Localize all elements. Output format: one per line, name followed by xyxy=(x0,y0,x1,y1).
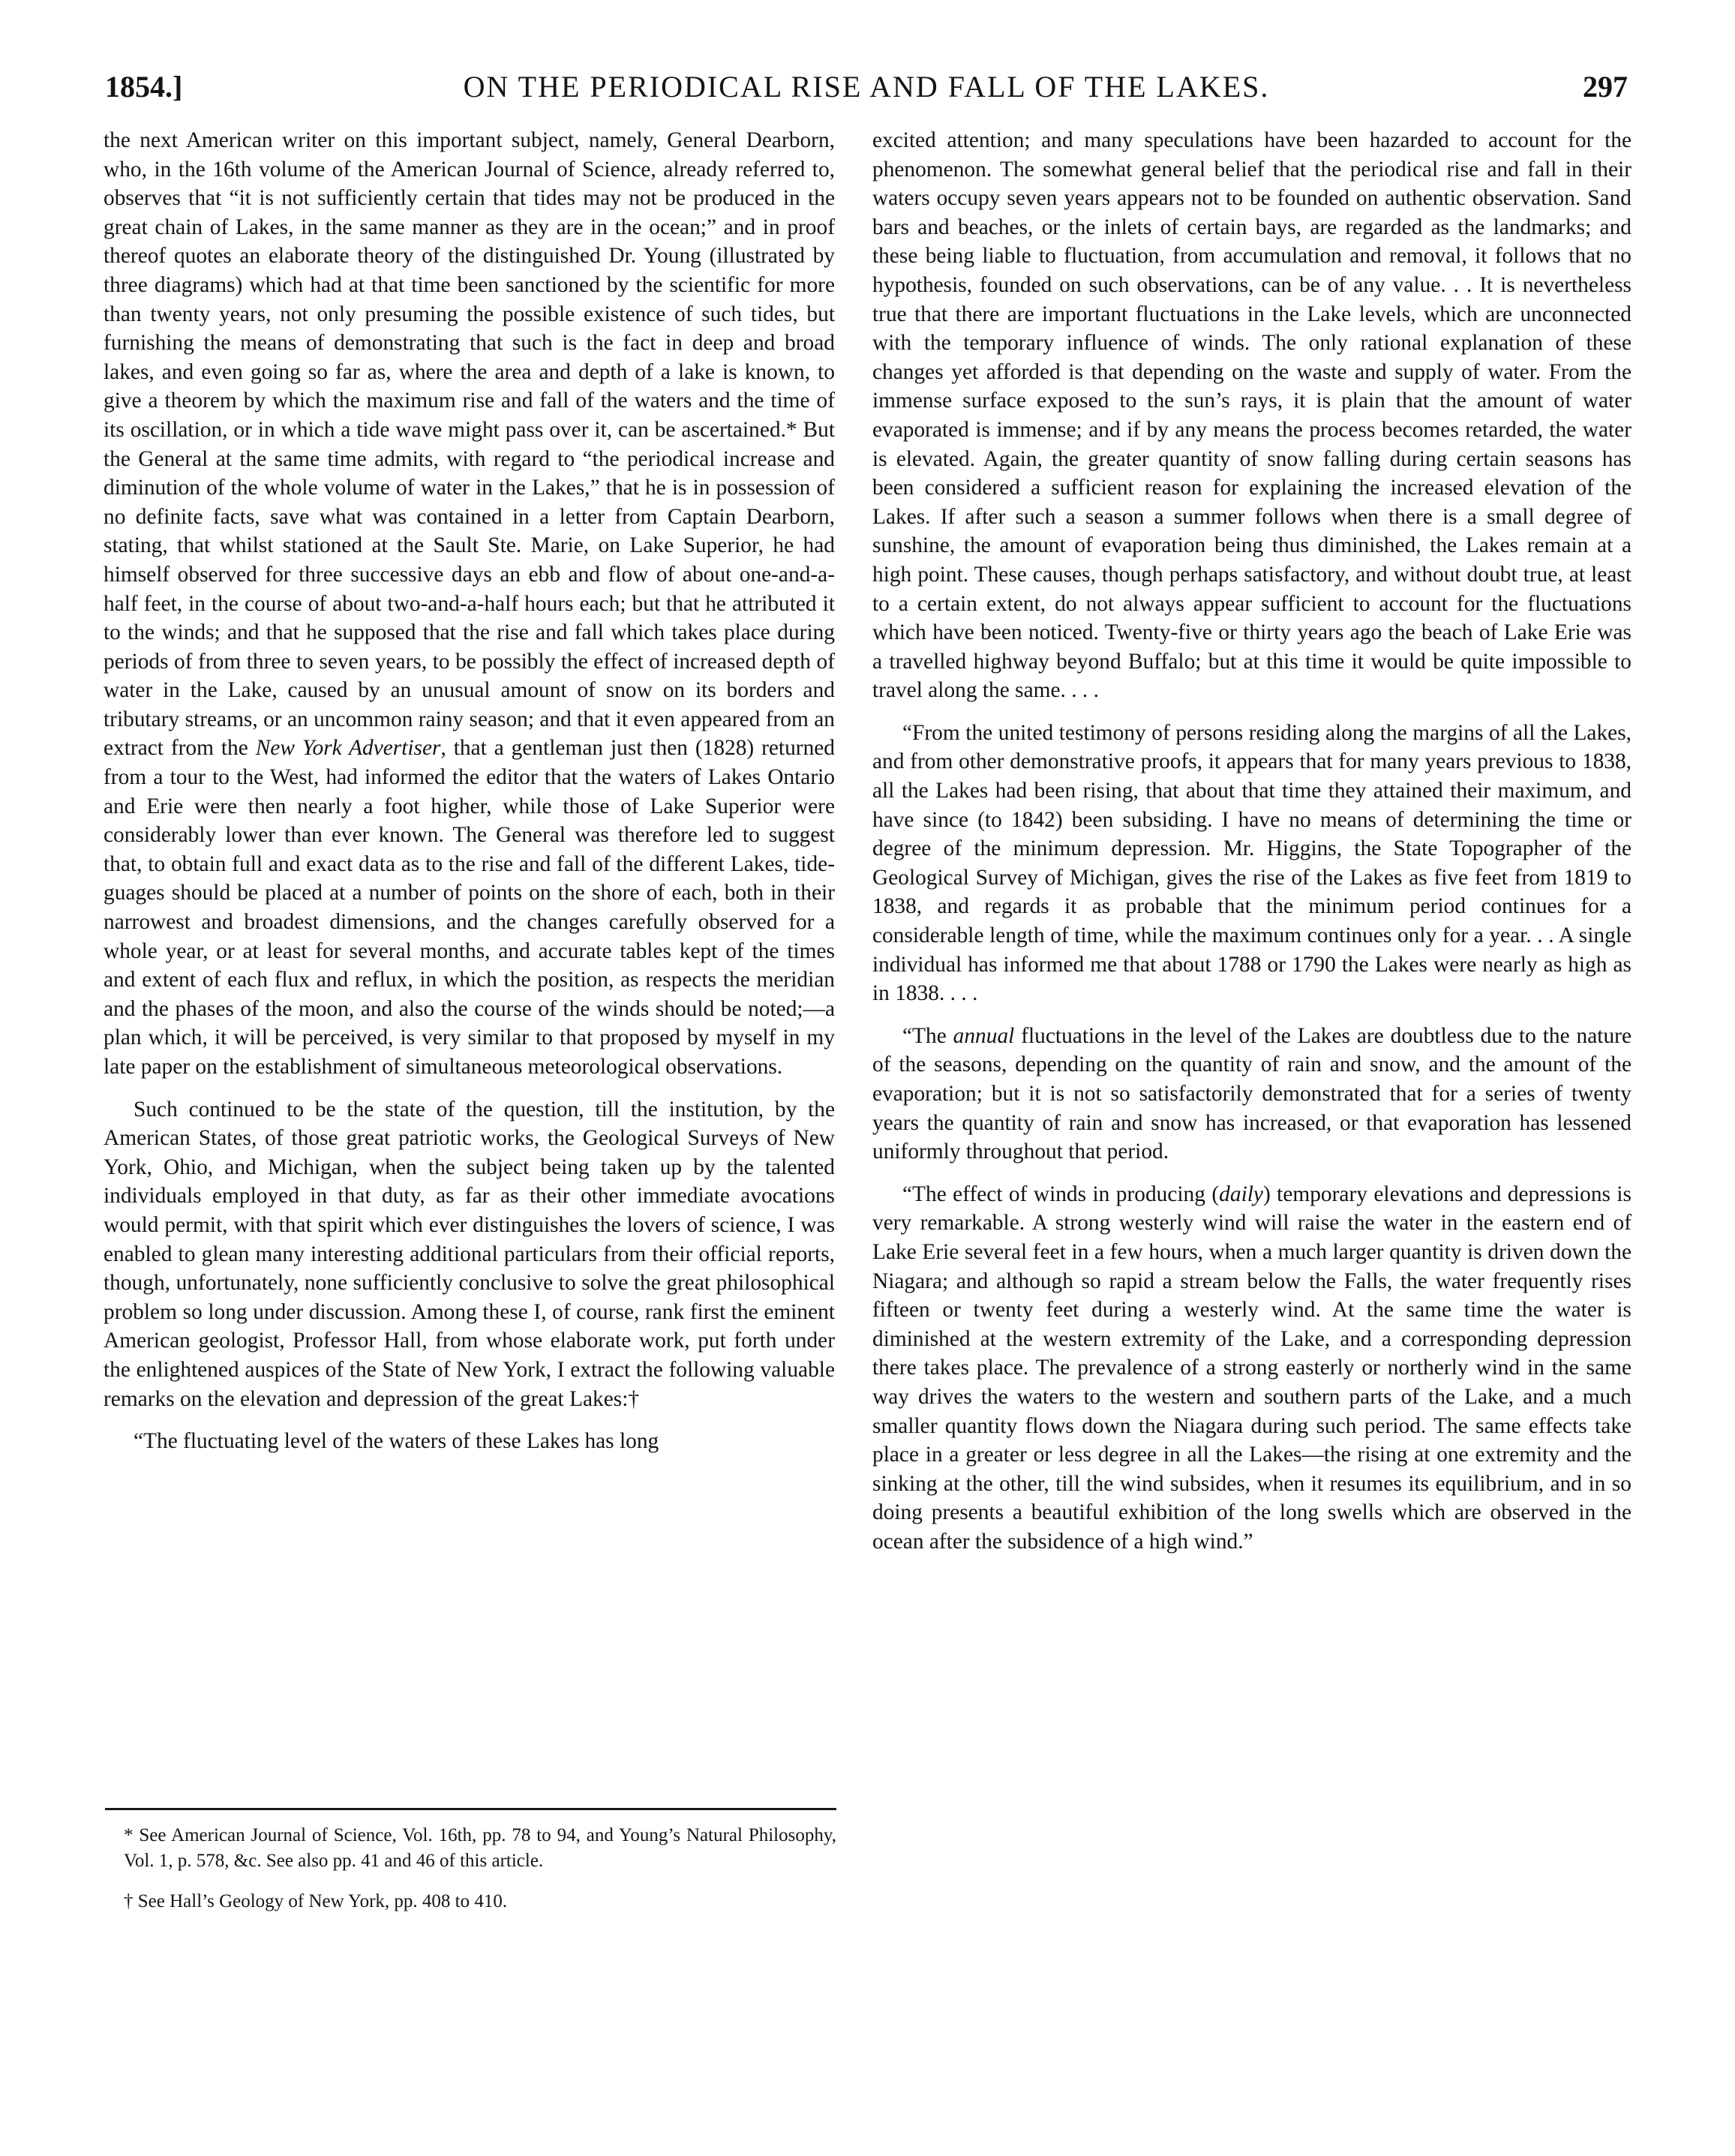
header-title: ON THE PERIODICAL RISE AND FALL OF THE LAKES. xyxy=(463,70,1270,104)
header-year: 1854.] xyxy=(105,70,183,104)
page-number: 297 xyxy=(1583,70,1628,104)
left-p1-italic: New York Advertiser xyxy=(255,736,441,761)
right-paragraph-3 xyxy=(872,1022,1631,1167)
right-p4-rest: ) temporary elevations and depressions is very remarkable. A strong westerly wind will raise the water in the eastern end of Lake Erie several feet in a few hours, when a much larger quantity is driven down the Niagara; and although so rapid a stream below the Falls, the water frequently rises fifteen or twenty feet during a westerly wind. At the same time the water is diminished at the western extremity of the Lake, and a corresponding depression there takes place. The prevalence of a strong easterly or northerly wind in the same way drives the waters to the western and southern parts of the Lake, and a much smaller quantity flows down the Niagara during such period. The same effects take place in a greater or less degree in all the Lakes—the rising at one extremity and the sinking at the other, till the wind subsides, when it resumes its equilibrium, and in so doing presents a beautiful exhibition of the long swells which are observed in the ocean after the subsidence of a high wind.” xyxy=(872,1182,1631,1554)
left-paragraph-1 xyxy=(104,126,835,1082)
right-paragraph-4 xyxy=(872,1180,1631,1557)
left-p1-text: the next American writer on this important subject, namely, General Dearborn, who, in the 16th volume of the American Journal of Science, already referred to, observes that “it is not sufficiently certain that tides may not be produced in the great chain of Lakes, in the same manner as they are in the ocean;” and in proof thereof quotes an elaborate theory of the distinguished Dr. Young (illustrated by three diagrams) which had at that time been sanctioned by the scientific for more than twenty years, not only presuming the possible existence of such tides, but furnishing the means of demonstrating that such is the fact in deep and broad lakes, and even going so far as, where the area and depth of a lake is known, to give a theorem by which the maximum rise and fall of the waters and the time of its oscillation, or in which a tide wave might pass over it, can be ascertained.* But the General at the same time admits, with regard to “the periodical increase and diminution of the whole volume of water in the Lakes,” that he is in possession of no definite facts, save what was contained in a letter from Captain Dearborn, stating, that whilst stationed at the Sault Ste. Marie, on Lake Superior, he had himself observed for three successive days an ebb and flow of about one-and-a-half feet, in the course of about two-and-a-half hours each; but that he attributed it to the winds; and that he supposed that the rise and fall which takes place during periods of from three to seven years, to be possibly the effect of increased depth of water in the Lake, caused by an unusual amount of snow on its borders and tributary streams, or an uncommon rainy season; and that it even appeared from an extract from the xyxy=(104,128,835,761)
right-p3-start: “The xyxy=(902,1023,953,1048)
right-column xyxy=(872,126,1631,1557)
right-p3-italic: annual xyxy=(953,1023,1015,1048)
right-p3-rest: fluctuations in the level of the Lakes are doubtless due to the nature of the seasons, depending on the quantity of rain and snow, and the amount of the evaporation; but it is not so satisfactorily demonstrated that for a series of twenty years the quantity of rain and snow has increased, or that evaporation has lessened uniformly throughout that period. xyxy=(872,1023,1631,1164)
left-p1-rest: , that a gentleman just then (1828) returned from a tour to the West, had informed the editor that the waters of Lakes Ontario and Erie were then nearly a foot higher, while those of Lake Superior were considerably lower than ever known. The General was therefore led to suggest that, to obtain full and exact data as to the rise and fall of the different Lakes, tide-guages should be placed at a number of points on the shore of each, both in their narrowest and broadest dimensions, and the changes carefully observed for a whole year, or at least for several months, and accurate tables kept of the times and extent of each flux and reflux, in which the position, as respects the meridian and the phases of the moon, and also the course of the winds should be noted;—a plan which, it will be perceived, is very similar to that proposed by myself in my late paper on the establishment of simultaneous meteorological observations. xyxy=(104,736,836,1079)
footnotes xyxy=(124,1823,836,1929)
left-column xyxy=(104,126,835,1456)
footnote-2: † See Hall’s Geology of New York, pp. 408 to 410. xyxy=(124,1891,508,1911)
right-p4-start: “The effect of winds in producing ( xyxy=(902,1182,1220,1206)
right-p4-italic: daily xyxy=(1219,1182,1263,1206)
footnote-1: * See American Journal of Science, Vol. 16th, pp. 78 to 94, and Young’s Natural Philosophy, Vol. 1, p. 578, &c. See also pp. 41 and 46 of this article. xyxy=(124,1825,836,1871)
left-paragraph-3: “The fluctuating level of the waters of these Lakes has long xyxy=(134,1429,659,1454)
left-paragraph-2: Such continued to be the state of the question, till the institution, by the American States, of those great patriotic works, the Geological Surveys of New York, Ohio, and Michigan, when the subject being taken up by the talented individuals employed in that duty, as far as their other immediate avocations would permit, with that spirit which ever distinguishes the lovers of science, I was enabled to glean many interesting additional particulars from their official reports, though, unfortunately, none sufficiently conclusive to solve the great philosophical problem so long under discussion. Among these I, of course, rank first the eminent American geologist, Professor Hall, from whose elaborate work, put forth under the enlightened auspices of the State of New York, I extract the following valuable remarks on the elevation and depression of the great Lakes:† xyxy=(104,1097,835,1411)
footnote-rule xyxy=(105,1808,836,1810)
running-head xyxy=(105,69,1628,122)
right-paragraph-1: excited attention; and many speculations have been hazarded to account for the phenomenon. The somewhat general belief that the periodical rise and fall in their waters occupy seven years appears not to be founded on authentic observation. Sand bars and beaches, or the inlets of certain bays, are regarded as the landmarks; and these being liable to fluctuation, from accumulation and removal, it follows that no hypothesis, founded on such observations, can be of any value. . . It is nevertheless true that there are important fluctuations in the Lake levels, which are unconnected with the temporary influence of winds. The only rational explanation of these changes yet afforded is that depending on the waste and supply of water. From the immense surface exposed to the sun’s rays, it is plain that the amount of water evaporated is immense; and if by any means the process becomes retarded, the water is elevated. Again, the greater quantity of snow falling during certain seasons has been considered a sufficient reason for explaining the increased elevation of the Lakes. If after such a season a summer follows when there is a small degree of sunshine, the amount of evaporation being thus diminished, the Lakes remain at a high point. These causes, though perhaps satisfactory, and without doubt true, at least to a certain extent, do not always appear sufficient to account for the fluctuations which have been noticed. Twenty-five or thirty years ago the beach of Lake Erie was a travelled highway beyond Buffalo; but at this time it would be quite impossible to travel along the same. . . . xyxy=(872,128,1631,703)
right-paragraph-2: “From the united testimony of persons residing along the margins of all the Lakes, and from other demonstrative proofs, it appears that for many years previous to 1838, all the Lakes had been rising, that about that time they attained their maximum, and have since (to 1842) been subsiding. I have no means of determining the time or degree of the minimum depression. Mr. Higgins, the State Topographer of the Geological Survey of Michigan, gives the rise of the Lakes as five feet from 1819 to 1838, and regards it as probable that the minimum period continues for a considerable length of time, while the maximum continues only for a year. . . A single individual has informed me that about 1788 or 1790 the Lakes were nearly as high as in 1838. . . . xyxy=(872,720,1631,1006)
